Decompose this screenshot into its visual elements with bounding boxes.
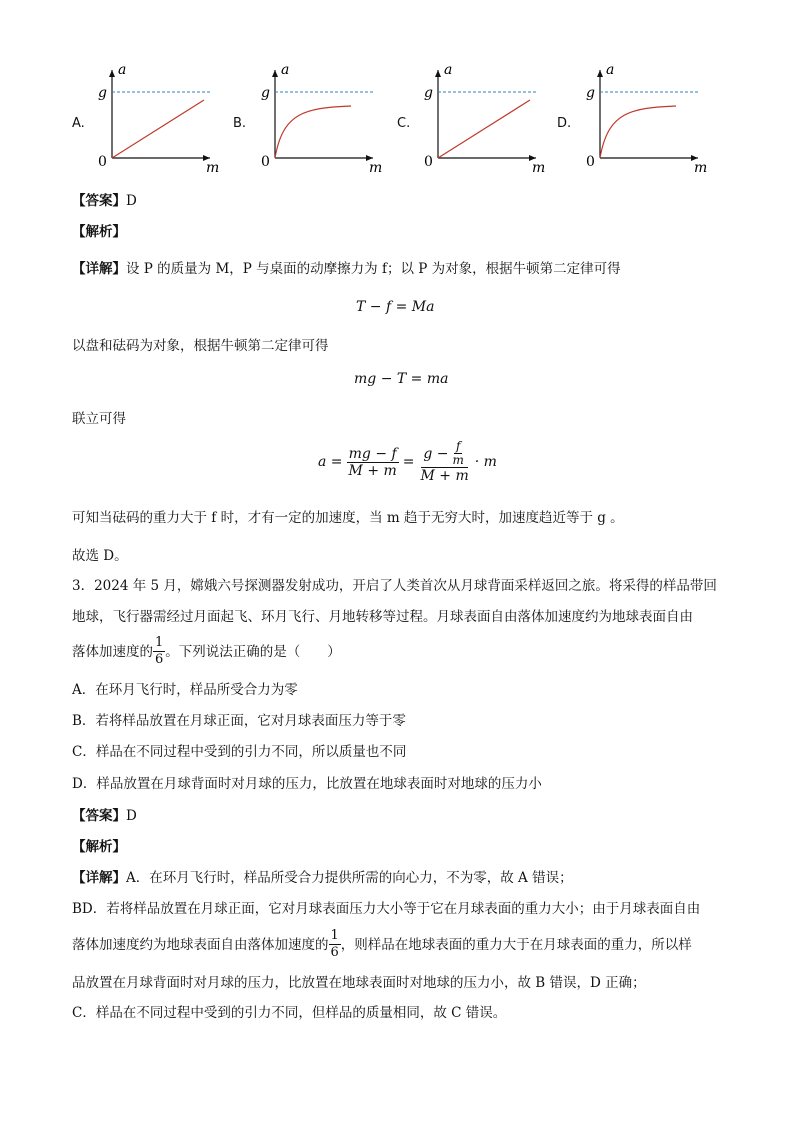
q3-answer-value: D: [126, 808, 137, 824]
q2-analysis-label: 【解析】: [72, 224, 126, 240]
q3-option-c: C．样品在不同过程中受到的引力不同，所以质量也不同: [72, 744, 407, 760]
q3-option-a: A．在环月飞行时，样品所受合力为零: [72, 682, 298, 698]
q3-option-b: B．若将样品放置在月球正面，它对月球表面压力等于零: [72, 713, 406, 729]
eq3-eq: =: [402, 454, 415, 470]
q3-stem2: 地球，飞行器需经过月面起飞、环月飞行、月地转移等过程。月球表面自由落体加速度约为地球表面自由: [72, 609, 693, 625]
q2-line5: 故选 D。: [72, 548, 128, 564]
q3-stem3a: 落体加速度的: [72, 643, 153, 660]
x-axis-label: m: [694, 160, 708, 176]
q3-detail3: [72, 928, 692, 961]
q3-frac-den: 6: [155, 652, 164, 667]
q2-answer: [72, 191, 137, 211]
eq3-frac1: [347, 446, 399, 479]
origin-label: 0: [98, 154, 107, 170]
q3-answer-label: 【答案】: [72, 808, 126, 824]
eq3-inner-m: m: [452, 453, 464, 467]
eq3-frac2: [419, 440, 471, 484]
y-axis-arrow: [109, 70, 115, 77]
option-d-label: D.: [557, 116, 572, 131]
g-label: g: [586, 85, 595, 101]
q2-line3: 联立可得: [72, 411, 126, 427]
graph-row: [0, 60, 794, 180]
eq3-lhs: a =: [318, 454, 343, 470]
a-m-curve: [438, 100, 530, 158]
q3-stem3b: 。下列说法正确的是（ ）: [165, 643, 341, 660]
origin-label: 0: [424, 154, 433, 170]
eq3-inner-f: f: [455, 439, 461, 453]
option-b-label: B.: [233, 116, 247, 131]
eq3-num2a: g −: [423, 445, 449, 462]
q3-detail4: 品放置在月球背面时对月球的压力，比放置在地球表面时对地球的压力小，故 B 错误，D 正确；: [72, 975, 646, 991]
graph-a: [92, 60, 222, 180]
y-axis-arrow: [435, 70, 441, 77]
q2-line2: 以盘和砝码为对象，根据牛顿第二定律可得: [72, 338, 329, 354]
eq3-den1: M + m: [348, 462, 397, 479]
q3-answer: [72, 806, 137, 826]
answer-value: D: [126, 193, 137, 209]
g-label: g: [261, 85, 270, 101]
q3-analysis-label: 【解析】: [72, 839, 126, 855]
q3-detail5: C．样品在不同过程中受到的引力不同，但样品的质量相同，故 C 错误。: [72, 1005, 507, 1021]
y-axis-label: a: [281, 62, 290, 78]
q3-stem1: 3．2024 年 5 月，嫦娥六号探测器发射成功，开启了人类首次从月球背面采样返回之旅。将采得的样品带回: [72, 578, 717, 594]
graph-c: [418, 60, 548, 180]
q3-detail-frac-num: 1: [330, 928, 339, 943]
y-axis-label: a: [444, 62, 453, 78]
q3-option-d: D．样品放置在月球背面时对月球的压力，比放置在地球表面时对地球的压力小: [72, 776, 542, 792]
q3-detail3b: ，则样品在地球表面的重力大于在月球表面的重力，所以样: [340, 936, 692, 953]
q3-stem3: [72, 635, 341, 668]
x-axis-label: m: [532, 160, 546, 176]
q2-detail-line1: [72, 259, 621, 279]
eq3-num2: [421, 440, 468, 468]
eq3-den2: M + m: [420, 468, 469, 484]
q3-detail-fraction: [329, 928, 341, 961]
option-c-label: C.: [397, 116, 411, 131]
q3-detail-frac-den: 6: [330, 945, 339, 960]
q3-frac-num: 1: [155, 635, 164, 650]
detail-text: 设 P 的质量为 M，P 与桌面的动摩擦力为 f；以 P 为对象，根据牛顿第二定律可得: [126, 261, 621, 277]
q2-eq2: mg − T = ma: [354, 371, 449, 387]
q3-detail1-text: A．在环月飞行时，样品所受合力提供所需的向心力，不为零，故 A 错误；: [126, 870, 573, 886]
a-m-curve: [600, 106, 676, 158]
x-axis-label: m: [369, 160, 383, 176]
graph-b: [255, 60, 390, 180]
y-axis-arrow: [597, 70, 603, 77]
y-axis-label: a: [606, 62, 615, 78]
eq3-tail: · m: [474, 454, 497, 470]
q3-detail3a: 落体加速度约为地球表面自由落体加速度的: [72, 936, 329, 953]
origin-label: 0: [586, 154, 595, 170]
eq3-num1: mg − f: [348, 445, 397, 462]
option-a-label: A.: [72, 116, 85, 131]
answer-label: 【答案】: [72, 193, 126, 209]
detail-label: 【详解】: [72, 261, 126, 277]
q3-detail-label: 【详解】: [72, 870, 126, 886]
g-label: g: [98, 85, 107, 101]
q3-detail1: [72, 868, 573, 888]
q2-line4: 可知当砝码的重力大于 f 时，才有一定的加速度，当 m 趋于无穷大时，加速度趋近等于 g 。: [72, 510, 624, 526]
x-axis-label: m: [206, 160, 220, 176]
a-m-curve: [275, 106, 351, 158]
graph-d: [580, 60, 715, 180]
q3-fraction: [153, 635, 165, 668]
y-axis-label: a: [118, 62, 127, 78]
a-m-curve: [112, 100, 204, 158]
q2-eq3: [318, 440, 497, 484]
y-axis-arrow: [272, 70, 278, 77]
q2-eq1: T − f = Ma: [356, 299, 435, 315]
origin-label: 0: [261, 154, 270, 170]
eq3-inner-frac: [451, 440, 466, 467]
g-label: g: [424, 85, 433, 101]
q3-detail2: BD．若将样品放置在月球正面，它对月球表面压力大小等于它在月球表面的重力大小；由于月球表面自由: [72, 901, 701, 917]
